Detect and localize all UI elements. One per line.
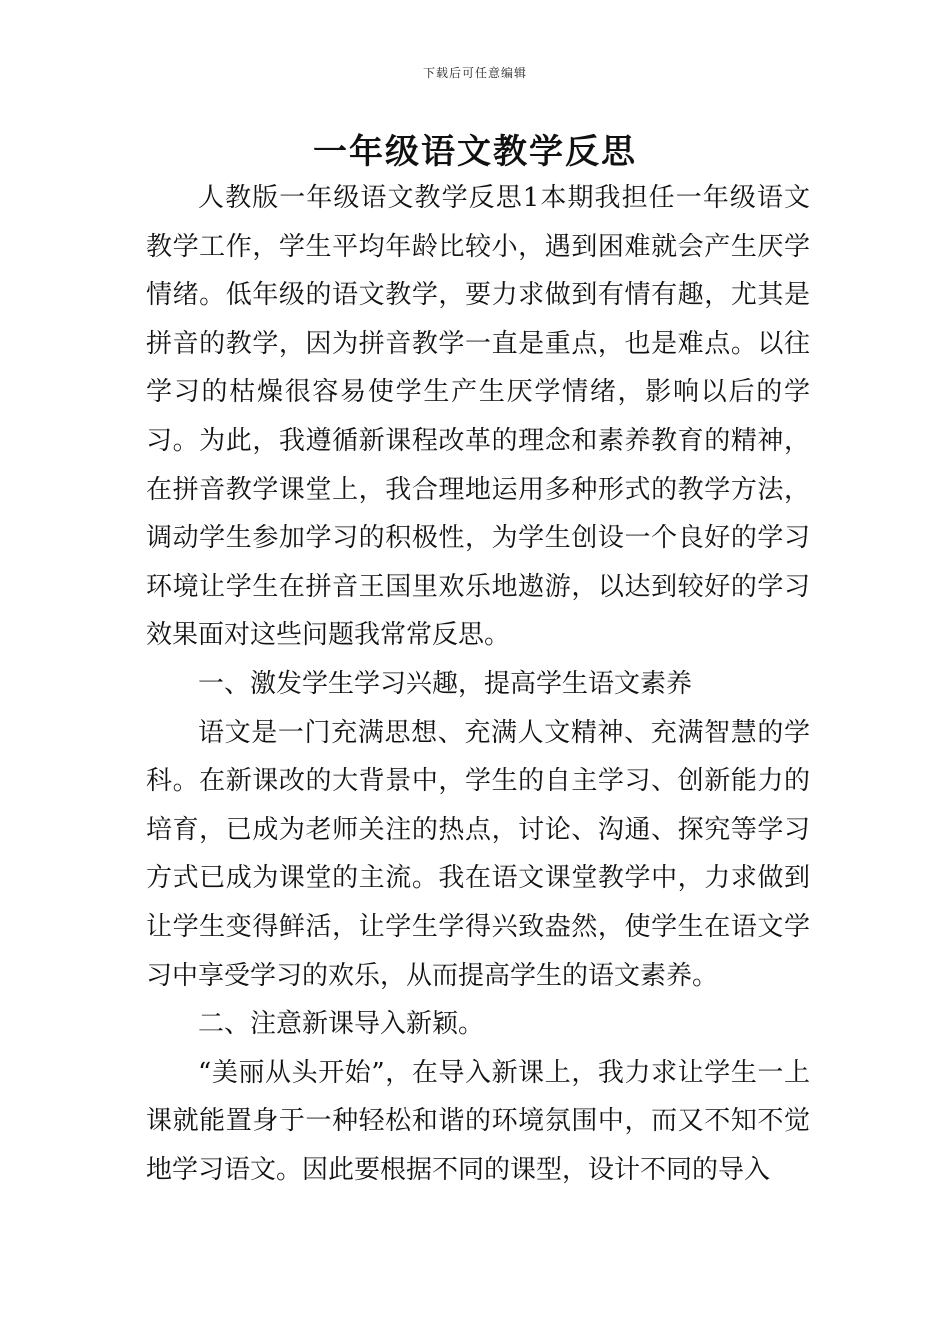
paragraph-section-2: “美丽从头开始”，在导入新课上，我力求让学生一上课就能置身于一种轻松和谐的环境氛围中，而又不知不觉地学习语文。因此要根据不同的课型，设计不同的导入 [146,1057,810,1185]
paragraph-intro: 人教版一年级语文教学反思1本期我担任一年级语文教学工作，学生平均年龄比较小，遇到困难就会产生厌学情绪。低年级的语文教学，要力求做到有情有趣，尤其是拼音的教学，因为拼音教学一直是重点，也是难点。以往学习的枯燥很容易使学生产生厌学情绪，影响以后的学习。为此，我遵循新课程改革的理念和素养教育的精神，在拼音教学课堂上，我合理地运用多种形式的教学方法，调动学生参加学习的积极性，为学生创设一个良好的学习环境让学生在拼音王国里欢乐地遨游，以达到较好的学习效果面对这些问题我常常反思。 [146,183,810,651]
paragraph-section-1: 语文是一门充满思想、充满人文精神、充满智慧的学科。在新课改的大背景中，学生的自主学习、创新能力的培育，已成为老师关注的热点，讨论、沟通、探究等学习方式已成为课堂的主流。我在语文课堂教学中，力求做到让学生变得鲜活，让学生学得兴致盎然，使学生在语文学习中享受学习的欢乐，从而提高学生的语文素养。 [146,717,810,991]
section-heading-2: 二、注意新课导入新颖。 [198,1009,485,1040]
header-note: 下载后可任意编辑 [422,66,527,80]
document-body [146,174,810,1194]
document-title: 一年级语文教学反思 [313,132,637,172]
section-heading-1: 一、激发学生学习兴趣，提高学生语文素养 [198,668,693,699]
